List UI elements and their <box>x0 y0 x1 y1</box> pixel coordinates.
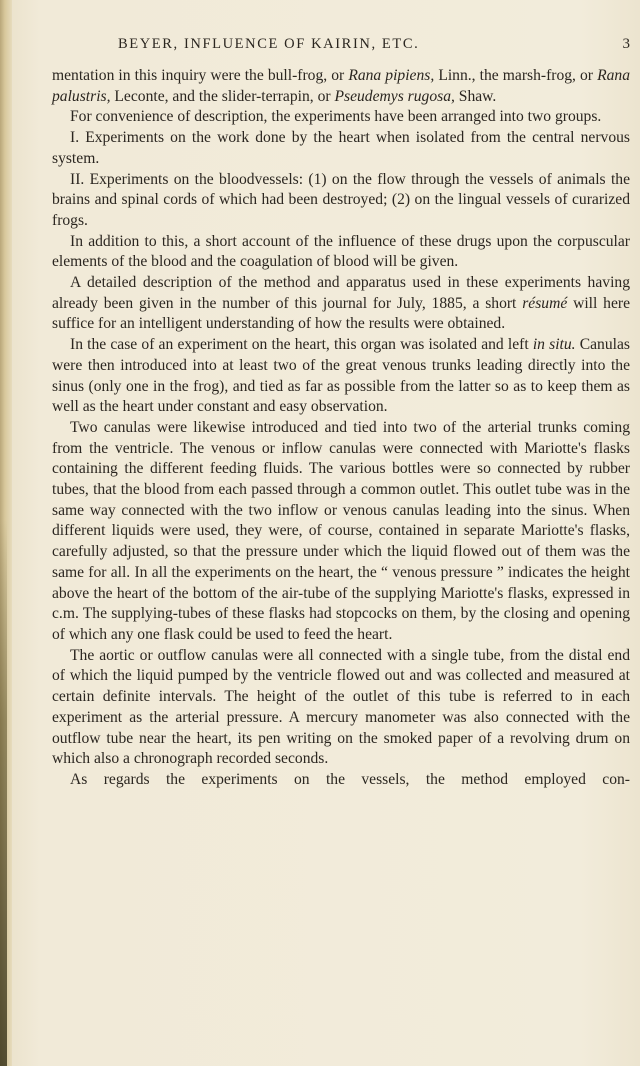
text-run: Shaw. <box>454 87 497 105</box>
paragraph-10 <box>52 770 630 791</box>
paragraph-6 <box>52 273 630 335</box>
emphasis: résumé <box>522 294 568 312</box>
text-run: mentation in this inquiry were the bull-frog, or <box>52 67 349 84</box>
species-name: Rana palustris, <box>52 67 630 105</box>
paragraph-8 <box>52 418 630 646</box>
page-number: 3 <box>622 36 630 52</box>
species-name: Rana pipiens, <box>348 67 435 84</box>
species-name: Pseudemys rugosa, <box>334 87 455 105</box>
paragraph-7 <box>52 335 630 418</box>
running-head: BEYER, INFLUENCE OF KAIRIN, ETC. <box>118 36 420 52</box>
text-run: II. Experiments on the bloodvessels: (1) on the flow through the vessels of animals the brains and spinal cords of which had been destroyed; (2) on the lingual vessels of curarized frogs. <box>52 170 630 229</box>
text-run: A detailed description of the method and apparatus used in these experiments having already been given in the number of this journal for July, 1885, a short <box>52 274 630 312</box>
text-run: I. Experiments on the work done by the heart when isolated from the central nervous system. <box>52 129 630 167</box>
paragraph-3 <box>52 128 630 169</box>
text-run: In addition to this, a short account of the influence of these drugs upon the corpuscular elements of the blood and the coagulation of blood will be given. <box>52 232 630 271</box>
text-run: The aortic or outflow canulas were all connected with a single tube, from the distal end of which the liquid pumped by the ventricle flowed out and was collected and measured at certain definite intervals. The height of the outlet of this tube is referred to in each experiment as the arterial pressure. A mercury manometer was also connected with the outflow tube near the heart, its pen writing on the smoked paper of a revolving drum on which also a chronograph recorded seconds. <box>52 646 630 768</box>
text-run: Canulas were then introduced into at least two of the great venous trunks leading directly into the sinus (only one in the frog), and tied as far as possible from the latter so as to keep them as well as the heart under constant and easy observation. <box>52 336 630 416</box>
text-run: Linn., the marsh-frog, or <box>434 67 598 84</box>
paragraph-1 <box>52 66 630 107</box>
text-run: will here suffice for an intelligent understanding of how the results were obtained. <box>52 294 630 333</box>
text-run: In the case of an experiment on the heart, this organ was isolated and left <box>70 336 533 354</box>
text-run: Leconte, and the slider-terrapin, or <box>110 87 335 105</box>
emphasis: in situ. <box>532 336 576 354</box>
page-header <box>52 36 630 58</box>
paragraph-2 <box>52 107 630 128</box>
paragraph-9 <box>52 646 630 770</box>
text-run: As regards the experiments on the vessels, the method employed con- <box>70 770 630 788</box>
text-run: For convenience of description, the experiments have been arranged into two groups. <box>70 108 602 126</box>
text-run: Two canulas were likewise introduced and tied into two of the arterial trunks coming from the ventricle. The venous or inflow canulas were connected with Mariotte's flasks containing the different feeding fluids. The various bottles were so connected by rubber tubes, that the blood from each passed through a common outlet. This outlet tube was in the same way connected with the two inflow or venous canulas leading into the sinus. When different liquids were used, they were, of course, contained in separate Mariotte's flasks, carefully adjusted, so that the pressure under which the liquid flowed out of them was the same for all. In all the experiments on the heart, the “ venous pressure ” indicates the height above the heart of the bottom of the air-tube of the supplying Mariotte's flasks, expressed in c.m. The supplying-tubes of these flasks had stopcocks on them, by the closing and opening of which any one flask could be used to feed the heart. <box>52 418 630 643</box>
paragraph-5 <box>52 232 630 273</box>
binding-shadow <box>0 520 7 1066</box>
paragraph-4 <box>52 170 630 232</box>
body-text <box>52 66 630 791</box>
